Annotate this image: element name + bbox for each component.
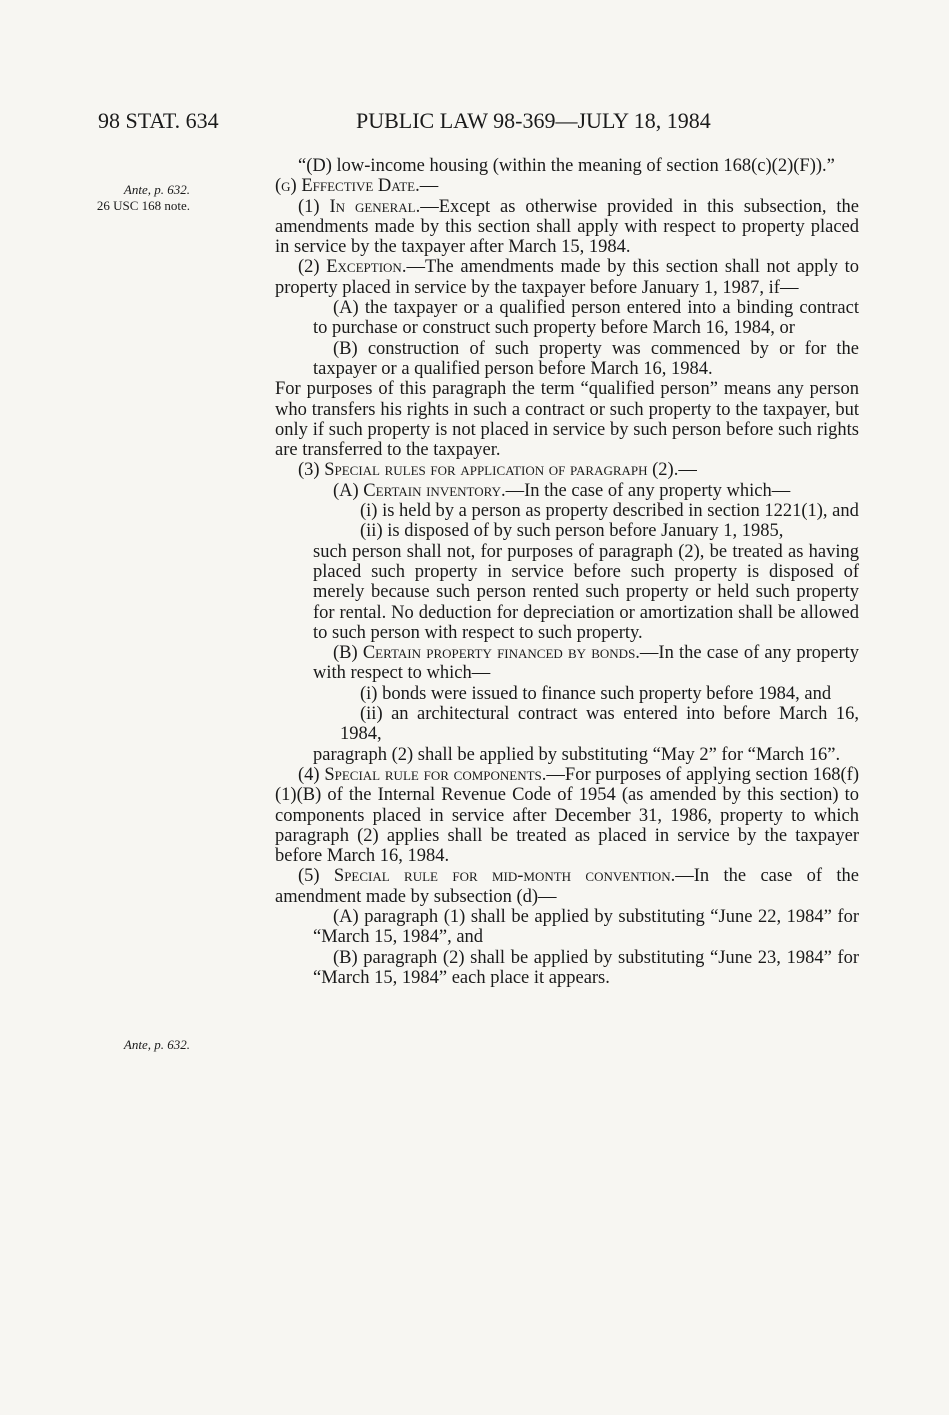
paragraph-g3Aii: (ii) is disposed of by such person before January 1, 1985,	[360, 521, 784, 542]
paragraph-g1	[275, 197, 859, 258]
margin-note-usc-text: 26 USC 168 note.	[96, 198, 190, 213]
paragraph-g2-close: For purposes of this paragraph the term “qualified person” means any person who transfers his rights in such a contract or such property to the taxpayer, but only if such property is not placed in service by such person before such rights are transferred to the taxpayer.	[275, 379, 859, 461]
g2-body: —The amendments made by this section shall not apply to property placed in service by the taxpayer before January 1, 1987, if—	[275, 257, 860, 298]
paragraph-g2A: (A) the taxpayer or a qualified person entered into a binding contract to purchase or construct such property before March 16, 1984, or	[313, 298, 859, 339]
g3B-heading: (B) Certain property financed by bonds.	[333, 643, 640, 664]
margin-note-ante	[60, 182, 190, 197]
paragraph-g3Bi: (i) bonds were issued to finance such property before 1984, and	[360, 683, 832, 704]
page-header	[98, 108, 858, 140]
g3B-body: —In the case of any property with respect to which—	[313, 643, 859, 684]
paragraph-g5	[275, 866, 859, 907]
paragraph-g2B: (B) construction of such property was commenced by or for the taxpayer or a qualified person before March 16, 1984.	[313, 338, 859, 379]
statute-body	[275, 156, 859, 988]
g2-heading: (2) Exception.	[298, 257, 407, 278]
g3-heading: (3) Special rules for application of paragraph (2).—	[298, 460, 697, 481]
paragraph-g5B: (B) paragraph (2) shall be applied by substituting “June 23, 1984” for “March 15, 1984” each place it appears.	[313, 947, 859, 988]
g5-body: —In the case of the amendment made by subsection (d)—	[275, 866, 860, 907]
subsection-g-heading	[275, 176, 859, 196]
paragraph-g3Bii: (ii) an architectural contract was entered into before March 16, 1984,	[340, 704, 859, 745]
paragraph-g3A-close: such person shall not, for purposes of paragraph (2), be treated as having placed such property in service before such property is disposed of merely because such person rented such property or held such property for rental. No deduction for depreciation or amortization shall be allowed to such person with respect to such property.	[313, 541, 859, 643]
subsection-g-title: (g) Effective Date.—	[275, 176, 439, 197]
paragraph-g3Ai: (i) is held by a person as property described in section 1221(1), and	[360, 501, 859, 522]
g1-body: —Except as otherwise provided in this subsection, the amendments made by this section shall apply with respect to property placed in service by the taxpayer after March 15, 1984.	[275, 196, 860, 258]
paragraph-d-low-income: “(D) low-income housing (within the meaning of section 168(c)(2)(F)).”	[298, 156, 835, 176]
g4-heading: (4) Special rule for components.	[298, 764, 547, 785]
paragraph-g3A	[275, 481, 859, 501]
g3A-heading: (A) Certain inventory.	[333, 480, 506, 501]
margin-note-usc	[60, 198, 190, 213]
g3A-body: —In the case of any property which—	[505, 480, 791, 501]
g1-heading: (1) In general.	[298, 196, 421, 217]
g4-body: —For purposes of applying section 168(f)(1)(B) of the Internal Revenue Code of 1954 (as amended by this section) to components placed in service after December 31, 1986, property to which paragraph (2) applies shall be treated as placed in service by the taxpayer before March 16, 1984.	[275, 764, 859, 867]
margin-note-ante-2-text: Ante, p. 632.	[123, 1037, 190, 1052]
paragraph-g2	[275, 257, 859, 298]
g5-heading: (5) Special rule for mid-month convention.	[298, 866, 676, 887]
margin-note-ante-2	[60, 1037, 190, 1052]
paragraph-g3B	[275, 643, 859, 684]
paragraph-g5A: (A) paragraph (1) shall be applied by substituting “June 22, 1984” for “March 15, 1984”, and	[313, 906, 859, 948]
stat-page-number: 98 STAT. 634	[98, 108, 219, 133]
paragraph-g3B-close: paragraph (2) shall be applied by substituting “May 2” for “March 16”.	[313, 744, 841, 765]
paragraph-g3-heading	[275, 460, 859, 480]
page-title: PUBLIC LAW 98-369—JULY 18, 1984	[356, 108, 711, 133]
paragraph-g4	[275, 765, 859, 866]
margin-note-ante-text: Ante, p. 632.	[123, 182, 190, 197]
